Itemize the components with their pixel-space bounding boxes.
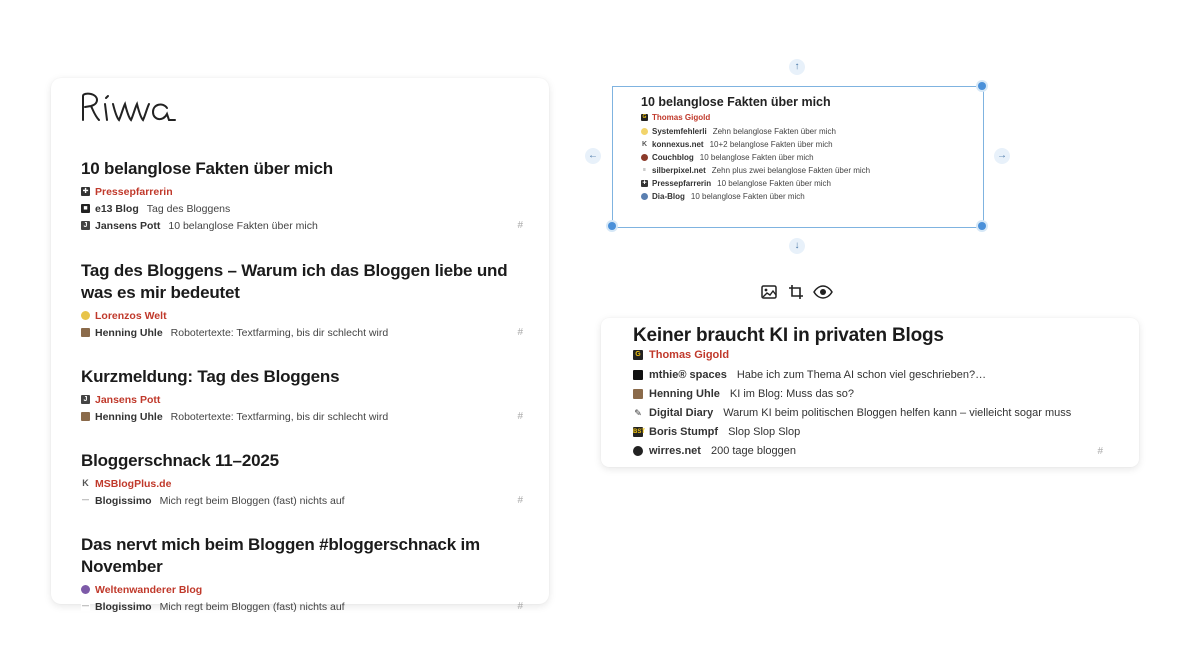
source-line[interactable]: ― Blogissimo Mich regt beim Bloggen (fast) nichts auf # (82, 494, 523, 507)
source-line[interactable]: Henning Uhle KI im Blog: Muss das so? (633, 385, 854, 403)
permalink-hash[interactable]: # (1097, 446, 1103, 457)
source-line[interactable]: ■ e13 Blog Tag des Bloggens (81, 200, 521, 217)
widget-title[interactable]: 10 belanglose Fakten über mich (641, 95, 831, 109)
source-line[interactable]: J Jansens Pott 10 belanglose Fakten über mich # (81, 217, 521, 234)
thomas-gigold-icon: G (642, 114, 647, 120)
silberpixel-icon: ≡ (641, 167, 648, 174)
story-title[interactable]: Bloggerschnack 11–2025 (81, 451, 279, 470)
lorenzos-welt-icon (81, 311, 90, 320)
image-icon[interactable] (758, 281, 780, 303)
source-line[interactable]: K konnexus.net 10+2 belanglose Fakten über mich (641, 140, 833, 149)
systemfehlerli-icon (641, 128, 648, 135)
story-title[interactable]: 10 belanglose Fakten über mich (81, 159, 333, 178)
boris-stumpf-icon: BST (633, 429, 645, 435)
story-title[interactable]: Kurzmeldung: Tag des Bloggens (81, 367, 340, 386)
source-line[interactable]: ― Blogissimo Mich regt beim Bloggen (fast) nichts auf # (82, 600, 523, 613)
weltenwanderer-icon (81, 585, 90, 594)
lead-source[interactable]: G Thomas Gigold (633, 349, 729, 361)
source-line[interactable]: Systemfehlerli Zehn belanglose Fakten über mich (641, 127, 836, 136)
source-line[interactable]: Henning Uhle Robotertexte: Textfarming, bis dir schlecht wird # (81, 324, 521, 341)
story-title[interactable]: Keiner braucht KI in privaten Blogs (633, 325, 944, 346)
story-title[interactable]: Tag des Bloggens – Warum ich das Bloggen liebe und was es mir bedeutet (81, 261, 508, 302)
source-line[interactable]: ✎ Digital Diary Warum KI beim politischen Bloggen helfen kann – vielleicht sogar muss (634, 407, 1072, 419)
crop-icon[interactable] (785, 281, 807, 303)
lead-source[interactable]: ✚ Pressepfarrerin (82, 185, 173, 198)
henning-uhle-icon (81, 328, 90, 337)
move-right-icon[interactable]: → (994, 148, 1010, 164)
digital-diary-icon: ✎ (634, 408, 642, 418)
source-line[interactable]: Henning Uhle Robotertexte: Textfarming, bis dir schlecht wird # (81, 408, 521, 425)
lead-source[interactable]: K MSBlogPlus.de (82, 477, 172, 490)
story-item (81, 534, 521, 615)
dia-blog-icon (641, 193, 648, 200)
story-item (81, 260, 521, 341)
lead-source[interactable]: G Thomas Gigold (642, 113, 711, 122)
resize-handle-top-right[interactable] (978, 82, 986, 90)
blogissimo-icon: ― (82, 497, 89, 504)
lead-source[interactable]: J Jansens Pott (81, 391, 521, 408)
e13-icon: ■ (81, 204, 90, 213)
source-line[interactable]: wirres.net 200 tage bloggen (633, 442, 796, 460)
featured-story-card (601, 318, 1139, 467)
selected-embed-block[interactable] (612, 86, 984, 228)
source-line[interactable]: mthie® spaces Habe ich zum Thema AI schon viel geschrieben?… (633, 366, 986, 384)
permalink-hash[interactable]: # (517, 495, 523, 506)
permalink-hash[interactable]: # (517, 220, 523, 231)
henning-uhle-icon (81, 412, 90, 421)
permalink-hash[interactable]: # (517, 601, 523, 612)
jansens-pott-icon: J (81, 221, 90, 230)
move-left-icon[interactable]: ← (585, 148, 601, 164)
lead-source[interactable]: Weltenwanderer Blog (81, 581, 521, 598)
story-item (81, 158, 521, 234)
source-line[interactable]: ✚ Pressepfarrerin 10 belanglose Fakten über mich (642, 179, 832, 188)
move-up-icon[interactable]: ↑ (789, 59, 805, 75)
source-line[interactable]: Dia-Blog 10 belanglose Fakten über mich (641, 192, 805, 201)
konnexus-icon: K (641, 141, 648, 148)
river-card (51, 78, 549, 613)
source-line[interactable]: ≡ silberpixel.net Zehn plus zwei belanglose Fakten über mich (641, 166, 870, 175)
source-line[interactable]: BST Boris Stumpf Slop Slop Slop (633, 426, 801, 438)
henning-uhle-icon (633, 389, 643, 399)
mthie-icon (633, 370, 643, 380)
permalink-hash[interactable]: # (517, 411, 523, 422)
lead-source[interactable]: Lorenzos Welt (81, 307, 521, 324)
resize-handle-bottom-right[interactable] (978, 222, 986, 230)
pressepfarrerin-icon: ✚ (642, 180, 647, 186)
rivva-logo[interactable] (79, 90, 183, 135)
couchblog-icon (641, 154, 648, 161)
source-line[interactable]: Couchblog 10 belanglose Fakten über mich (641, 153, 814, 162)
thomas-gigold-icon: G (633, 350, 643, 360)
msblogplus-icon: K (82, 478, 89, 488)
eye-icon[interactable] (812, 281, 834, 303)
move-down-icon[interactable]: ↓ (789, 238, 805, 254)
pressepfarrerin-icon: ✚ (82, 188, 89, 195)
story-item (81, 366, 521, 425)
permalink-hash[interactable]: # (517, 327, 523, 338)
resize-handle-bottom-left[interactable] (608, 222, 616, 230)
jansens-pott-icon: J (81, 395, 90, 404)
block-toolbar (756, 275, 836, 309)
story-title[interactable]: Das nervt mich beim Bloggen #bloggerschnack im November (81, 535, 480, 576)
wirres-icon (633, 446, 643, 456)
blogissimo-icon: ― (82, 603, 89, 610)
story-item (81, 450, 521, 509)
